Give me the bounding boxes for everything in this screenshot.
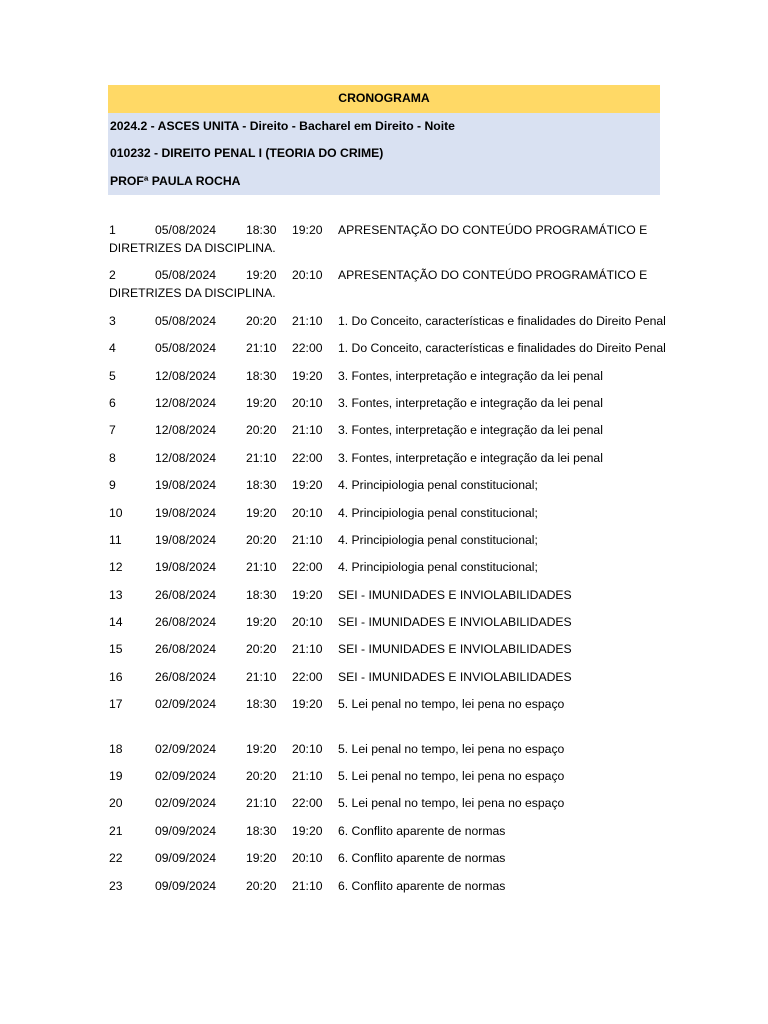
class-date: 05/08/2024 — [155, 313, 216, 328]
start-time: 19:20 — [246, 395, 277, 410]
class-number: 18 — [109, 741, 123, 756]
class-topic: APRESENTAÇÃO DO CONTEÚDO PROGRAMÁTICO E DIRETRIZES DA DISCIPLINA. — [109, 223, 648, 255]
class-number: 20 — [109, 796, 123, 811]
class-number: 2 — [109, 268, 116, 283]
list-item — [109, 339, 669, 357]
start-time: 18:30 — [246, 823, 277, 838]
class-number: 14 — [109, 615, 123, 630]
list-item — [109, 877, 669, 895]
list-item — [109, 794, 669, 812]
class-number: 23 — [109, 878, 123, 893]
start-time: 18:30 — [246, 368, 277, 383]
start-time: 18:30 — [246, 587, 277, 602]
list-item — [109, 312, 669, 330]
start-time: 19:20 — [246, 615, 277, 630]
list-item — [109, 504, 669, 522]
list-item — [109, 449, 669, 467]
class-date: 19/08/2024 — [155, 478, 216, 493]
class-topic: 4. Principiologia penal constitucional; — [338, 560, 538, 575]
end-time: 19:20 — [292, 587, 323, 602]
class-topic: 3. Fontes, interpretação e integração da lei penal — [338, 423, 603, 438]
start-time: 20:20 — [246, 769, 277, 784]
class-number: 10 — [109, 505, 123, 520]
class-topic: 5. Lei penal no tempo, lei pena no espaço — [338, 769, 565, 784]
list-item — [109, 394, 669, 412]
list-item — [109, 531, 669, 549]
start-time: 21:10 — [246, 341, 277, 356]
list-item — [109, 421, 669, 439]
start-time: 18:30 — [246, 697, 277, 712]
start-time: 20:20 — [246, 878, 277, 893]
start-time: 18:30 — [246, 478, 277, 493]
list-item — [109, 767, 669, 785]
list-item — [109, 849, 669, 867]
list-item — [109, 367, 669, 385]
end-time: 19:20 — [292, 823, 323, 838]
class-topic: 4. Principiologia penal constitucional; — [338, 532, 538, 547]
class-topic: 5. Lei penal no tempo, lei pena no espaço — [338, 741, 565, 756]
class-topic: 1. Do Conceito, características e finalidades do Direito Penal — [338, 341, 666, 356]
start-time: 20:20 — [246, 642, 277, 657]
end-time: 21:10 — [292, 313, 323, 328]
class-date: 09/09/2024 — [155, 878, 216, 893]
end-time: 20:10 — [292, 395, 323, 410]
start-time: 21:10 — [246, 669, 277, 684]
class-number: 1 — [109, 223, 116, 237]
class-topic: SEI - IMUNIDADES E INVIOLABILIDADES — [338, 615, 572, 630]
class-number: 22 — [109, 851, 123, 866]
class-date: 26/08/2024 — [155, 615, 216, 630]
class-date: 09/09/2024 — [155, 823, 216, 838]
start-time: 18:30 — [246, 223, 277, 237]
class-topic: 5. Lei penal no tempo, lei pena no espaço — [338, 697, 565, 712]
start-time: 20:20 — [246, 532, 277, 547]
start-time: 21:10 — [246, 796, 277, 811]
class-topic: 6. Conflito aparente de normas — [338, 823, 506, 838]
end-time: 22:00 — [292, 560, 323, 575]
course-line: 2024.2 - ASCES UNITA - Direito - Bacharel em Direito - Noite — [108, 113, 660, 141]
schedule-header — [108, 85, 660, 195]
class-number: 19 — [109, 769, 123, 784]
class-date: 05/08/2024 — [155, 223, 216, 237]
class-number: 3 — [109, 313, 116, 328]
professor-line: PROFª PAULA ROCHA — [108, 168, 660, 196]
list-item — [109, 613, 669, 631]
list-item — [109, 822, 669, 840]
end-time: 21:10 — [292, 532, 323, 547]
class-number: 13 — [109, 587, 123, 602]
end-time: 22:00 — [292, 796, 323, 811]
class-date: 05/08/2024 — [155, 341, 216, 356]
end-time: 21:10 — [292, 423, 323, 438]
end-time: 19:20 — [292, 697, 323, 712]
list-item — [109, 266, 669, 302]
class-date: 02/09/2024 — [155, 796, 216, 811]
class-date: 26/08/2024 — [155, 587, 216, 602]
start-time: 20:20 — [246, 313, 277, 328]
class-topic: SEI - IMUNIDADES E INVIOLABILIDADES — [338, 669, 572, 684]
header-title: CRONOGRAMA — [108, 85, 660, 113]
list-item — [109, 640, 669, 658]
class-topic: 6. Conflito aparente de normas — [338, 878, 506, 893]
end-time: 20:10 — [292, 505, 323, 520]
class-date: 12/08/2024 — [155, 368, 216, 383]
end-time: 22:00 — [292, 341, 323, 356]
end-time: 19:20 — [292, 478, 323, 493]
class-date: 02/09/2024 — [155, 769, 216, 784]
class-date: 19/08/2024 — [155, 560, 216, 575]
start-time: 19:20 — [246, 741, 277, 756]
class-date: 12/08/2024 — [155, 395, 216, 410]
class-date: 26/08/2024 — [155, 642, 216, 657]
list-item — [109, 740, 669, 758]
end-time: 22:00 — [292, 669, 323, 684]
list-item — [109, 668, 669, 686]
class-number: 16 — [109, 669, 123, 684]
class-number: 6 — [109, 395, 116, 410]
end-time: 21:10 — [292, 642, 323, 657]
class-number: 8 — [109, 450, 116, 465]
list-item — [109, 695, 669, 713]
class-topic: 3. Fontes, interpretação e integração da lei penal — [338, 368, 603, 383]
list-item — [109, 221, 669, 257]
class-topic: SEI - IMUNIDADES E INVIOLABILIDADES — [338, 587, 572, 602]
class-number: 5 — [109, 368, 116, 383]
class-topic: 1. Do Conceito, características e finalidades do Direito Penal — [338, 313, 666, 328]
class-topic: 5. Lei penal no tempo, lei pena no espaço — [338, 796, 565, 811]
class-date: 12/08/2024 — [155, 423, 216, 438]
end-time: 22:00 — [292, 450, 323, 465]
class-number: 11 — [109, 532, 122, 547]
start-time: 21:10 — [246, 560, 277, 575]
class-date: 02/09/2024 — [155, 741, 216, 756]
start-time: 20:20 — [246, 423, 277, 438]
class-number: 12 — [109, 560, 123, 575]
start-time: 21:10 — [246, 450, 277, 465]
list-item — [109, 476, 669, 494]
end-time: 19:20 — [292, 368, 323, 383]
class-topic: 3. Fontes, interpretação e integração da lei penal — [338, 450, 603, 465]
class-date: 12/08/2024 — [155, 450, 216, 465]
start-time: 19:20 — [246, 851, 277, 866]
start-time: 19:20 — [246, 505, 277, 520]
end-time: 20:10 — [292, 851, 323, 866]
class-topic: 4. Principiologia penal constitucional; — [338, 505, 538, 520]
class-date: 26/08/2024 — [155, 669, 216, 684]
list-item — [109, 586, 669, 604]
class-topic: 6. Conflito aparente de normas — [338, 851, 506, 866]
class-number: 21 — [109, 823, 123, 838]
list-item — [109, 558, 669, 576]
class-date: 02/09/2024 — [155, 697, 216, 712]
class-number: 15 — [109, 642, 123, 657]
class-topic: 4. Principiologia penal constitucional; — [338, 478, 538, 493]
class-date: 09/09/2024 — [155, 851, 216, 866]
subject-line: 010232 - DIREITO PENAL I (TEORIA DO CRIME) — [108, 140, 660, 168]
end-time: 20:10 — [292, 268, 323, 283]
end-time: 19:20 — [292, 223, 323, 237]
class-date: 19/08/2024 — [155, 532, 216, 547]
class-date: 19/08/2024 — [155, 505, 216, 520]
end-time: 20:10 — [292, 741, 323, 756]
class-number: 4 — [109, 341, 116, 356]
end-time: 21:10 — [292, 769, 323, 784]
start-time: 19:20 — [246, 268, 277, 283]
class-topic: 3. Fontes, interpretação e integração da lei penal — [338, 395, 603, 410]
class-number: 17 — [109, 697, 123, 712]
class-topic: APRESENTAÇÃO DO CONTEÚDO PROGRAMÁTICO E DIRETRIZES DA DISCIPLINA. — [109, 268, 648, 301]
end-time: 20:10 — [292, 615, 323, 630]
end-time: 21:10 — [292, 878, 323, 893]
class-date: 05/08/2024 — [155, 268, 216, 283]
class-topic: SEI - IMUNIDADES E INVIOLABILIDADES — [338, 642, 572, 657]
schedule-list — [109, 221, 669, 904]
class-number: 7 — [109, 423, 116, 438]
class-number: 9 — [109, 478, 116, 493]
